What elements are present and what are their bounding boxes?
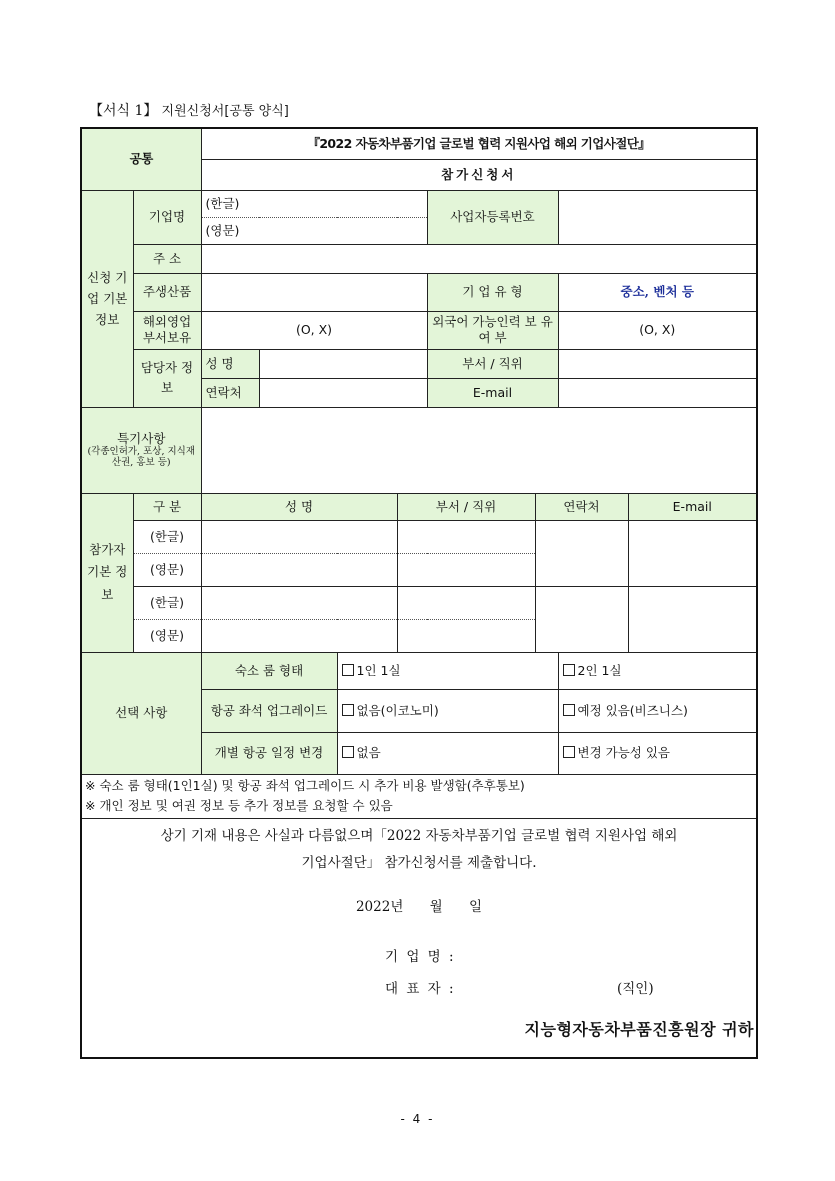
participant-row-label: (한글): [133, 520, 201, 553]
addressee: 지능형자동차부품진흥원장 귀하: [524, 1019, 755, 1039]
product-field[interactable]: [201, 273, 427, 311]
special-notes-title: 특기사항: [117, 431, 166, 447]
contact-dept-label: 부서 / 직위: [427, 349, 558, 378]
schedule-option-none[interactable]: [337, 732, 558, 774]
seat-upgrade-label: 항공 좌석 업그레이드: [201, 689, 337, 732]
contact-dept-field[interactable]: [558, 349, 757, 378]
participant-dept-field[interactable]: [397, 520, 535, 553]
participant-header-type: 구 분: [133, 493, 201, 520]
company-name-en-field[interactable]: (영문): [201, 217, 427, 244]
flight-schedule-label: 개별 항공 일정 변경: [201, 732, 337, 774]
participant-dept-field[interactable]: [397, 586, 535, 619]
company-sign-label: 기 업 명 :: [385, 948, 456, 965]
participant-row-label: (영문): [133, 619, 201, 652]
declaration-text: [82, 823, 756, 878]
participant-phone-field[interactable]: [535, 586, 628, 652]
schedule-option-possible-text: 변경 가능성 있음: [577, 745, 670, 761]
participant-header-name: 성 명: [201, 493, 397, 520]
options-section-label: 선택 사항: [81, 652, 201, 774]
participant-section-label: 참가자 기본 정보: [81, 493, 133, 652]
note-line: ※ 숙소 룸 형태(1인1실) 및 항공 좌석 업그레이드 시 추가 비용 발생함(추후통보): [85, 778, 525, 793]
seat-option-business-text: 예정 있음(비즈니스): [577, 702, 688, 718]
application-form: [80, 127, 758, 1059]
overseas-label: 해외영업 부서보유: [133, 311, 201, 349]
form-title: 『2022 자동차부품기업 글로벌 협력 지원사업 해외 기업사절단』: [201, 128, 757, 159]
participant-header-phone: 연락처: [535, 493, 628, 520]
participant-email-field[interactable]: [628, 586, 757, 652]
language-staff-label: 외국어 가능인력 보 유 여 부: [427, 311, 558, 349]
page-number: - 4 -: [400, 1112, 435, 1126]
checkbox-icon[interactable]: [342, 704, 354, 716]
participant-email-field[interactable]: [628, 520, 757, 586]
special-notes-field[interactable]: [201, 407, 757, 493]
room-option-single-text: 1인 1실: [356, 662, 401, 678]
ceo-sign-label: 대 표 자 :: [385, 980, 456, 997]
declaration-cell: [81, 818, 757, 1058]
contact-label: 담당자 정보: [133, 349, 201, 407]
participant-header-email: E-mail: [628, 493, 757, 520]
room-option-single[interactable]: [337, 652, 558, 689]
special-notes-hint: (각종인허가, 포상, 지식재산권, 홍보 등): [87, 445, 196, 468]
seat-option-business[interactable]: [558, 689, 757, 732]
declaration-line-1: 상기 기재 내용은 사실과 다름없으며「2022 자동차부품기업 글로벌 협력 지원사업 해외: [160, 827, 678, 844]
form-caption: [89, 100, 289, 120]
biz-no-label: 사업자등록번호: [427, 190, 558, 244]
contact-phone-field[interactable]: [259, 378, 427, 407]
company-section-text: 신청 기업 기본 정보: [87, 269, 128, 328]
company-name-ko-field[interactable]: (한글): [201, 190, 427, 217]
participant-dept-field[interactable]: [397, 619, 535, 652]
form-caption-text: 지원신청서[공통 양식]: [161, 104, 289, 119]
seat-option-economy-text: 없음(이코노미): [356, 702, 439, 718]
schedule-option-none-text: 없음: [356, 745, 381, 761]
language-staff-value[interactable]: (O, X): [558, 311, 757, 349]
participant-row-label: (영문): [133, 553, 201, 586]
form-subtitle: 참가신청서: [201, 159, 757, 190]
seat-option-economy[interactable]: [337, 689, 558, 732]
checkbox-icon[interactable]: [563, 664, 575, 676]
company-type-value[interactable]: 중소, 벤처 등: [558, 273, 757, 311]
participant-header-dept: 부서 / 직위: [397, 493, 535, 520]
note-line: ※ 개인 정보 및 여권 정보 등 추가 정보를 요청할 수 있음: [85, 798, 393, 813]
participant-name-field[interactable]: [201, 619, 397, 652]
checkbox-icon[interactable]: [342, 746, 354, 758]
contact-phone-label: 연락처: [201, 378, 259, 407]
room-option-double[interactable]: [558, 652, 757, 689]
overseas-value[interactable]: (O, X): [201, 311, 427, 349]
declaration-date: 2022년 월 일: [355, 898, 483, 915]
contact-name-label: 성 명: [201, 349, 259, 378]
address-field[interactable]: [201, 244, 757, 273]
participant-dept-field[interactable]: [397, 553, 535, 586]
contact-name-field[interactable]: [259, 349, 427, 378]
address-label: 주 소: [133, 244, 201, 273]
product-label: 주생산품: [133, 273, 201, 311]
schedule-option-possible[interactable]: [558, 732, 757, 774]
company-type-label: 기 업 유 형: [427, 273, 558, 311]
participant-name-field[interactable]: [201, 586, 397, 619]
company-name-label: 기업명: [133, 190, 201, 244]
checkbox-icon[interactable]: [563, 746, 575, 758]
participant-name-field[interactable]: [201, 553, 397, 586]
checkbox-icon[interactable]: [563, 704, 575, 716]
special-notes-label: [81, 407, 201, 493]
participant-row-label: (한글): [133, 586, 201, 619]
seal-mark: (직인): [617, 980, 654, 997]
room-type-label: 숙소 룸 형태: [201, 652, 337, 689]
form-number: 【서식 1】: [89, 103, 158, 119]
declaration-line-2: 기업사절단」 참가신청서를 제출합니다.: [301, 855, 537, 872]
contact-email-label: E-mail: [427, 378, 558, 407]
participant-phone-field[interactable]: [535, 520, 628, 586]
contact-email-field[interactable]: [558, 378, 757, 407]
company-section-label: [81, 190, 133, 407]
checkbox-icon[interactable]: [342, 664, 354, 676]
notes-cell: [81, 774, 757, 818]
common-label: 공통: [81, 128, 201, 190]
biz-no-field[interactable]: [558, 190, 757, 244]
room-option-double-text: 2인 1실: [577, 662, 622, 678]
participant-name-field[interactable]: [201, 520, 397, 553]
